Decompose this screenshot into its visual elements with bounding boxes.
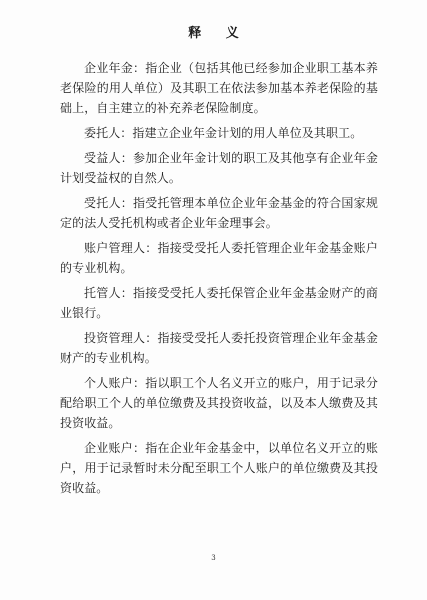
definition-text: 指以职工个人名义开立的账户，用于记录分配给职工个人的单位缴费及其投资收益，以及本人缴费及其投资收益。 xyxy=(60,376,378,430)
definition-term: 托管人： xyxy=(84,286,134,300)
definition-term: 企业账户： xyxy=(84,441,146,455)
definition-beneficiary xyxy=(60,148,378,188)
page-number: 3 xyxy=(211,554,216,562)
definition-text: 指建立企业年金计划的用人单位及其职工。 xyxy=(132,126,363,140)
definition-custodian xyxy=(60,283,378,323)
definition-term: 委托人： xyxy=(84,126,133,140)
definition-text: 指接受受托人委托保管企业年金基金财产的商业银行。 xyxy=(60,286,378,320)
definition-text: 参加企业年金计划的职工及其他享有企业年金计划受益权的自然人。 xyxy=(60,151,378,185)
definition-principal xyxy=(60,123,378,143)
definition-term: 受托人： xyxy=(84,196,134,210)
definition-term: 企业年金： xyxy=(84,61,146,75)
definition-text: 指企业（包括其他已经参加企业职工基本养老保险的用人单位）及其职工在依法参加基本养老保险的基础上，自主建立的补充养老保险制度。 xyxy=(60,61,378,115)
definition-enterprise-account xyxy=(60,438,378,498)
definition-account-manager xyxy=(60,238,378,278)
definition-investment-manager xyxy=(60,328,378,368)
definition-text: 指在企业年金基金中，以单位名义开立的账户，用于记录暂时未分配至职工个人账户的单位缴费及其投资收益。 xyxy=(60,441,378,495)
definition-term: 受益人： xyxy=(84,151,134,165)
definition-enterprise-annuity xyxy=(60,58,378,118)
page-title: 释 义 xyxy=(188,26,249,41)
definitions-list xyxy=(60,58,378,503)
definition-individual-account xyxy=(60,373,378,433)
definition-text: 指接受受托人委托管理企业年金基金账户的专业机构。 xyxy=(60,241,378,275)
definition-term: 投资管理人： xyxy=(84,331,158,345)
definition-trustee xyxy=(60,193,378,233)
definition-term: 个人账户： xyxy=(84,376,146,390)
definition-text: 指接受受托人委托投资管理企业年金基金财产的专业机构。 xyxy=(60,331,378,365)
definition-text: 指受托管理本单位企业年金基金的符合国家规定的法人受托机构或者企业年金理事会。 xyxy=(60,196,378,230)
definition-term: 账户管理人： xyxy=(84,241,158,255)
